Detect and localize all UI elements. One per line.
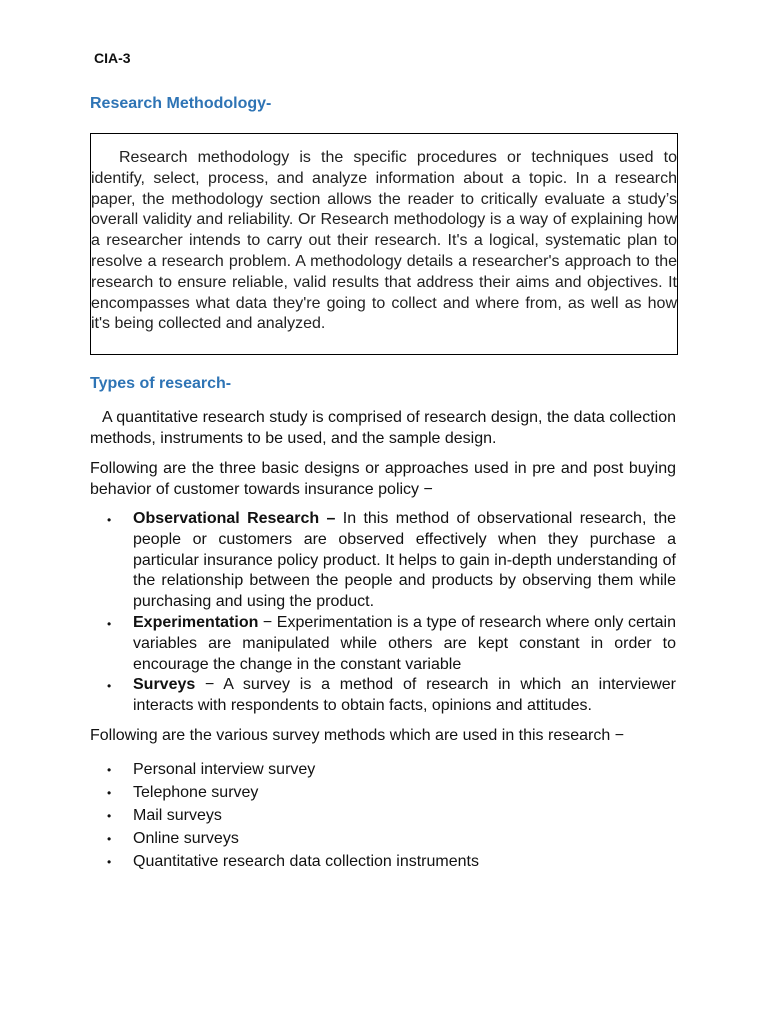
survey-methods-intro-paragraph: Following are the various survey methods which are used in this research − (90, 727, 625, 744)
list-item: • Quantitative research data collection instruments (133, 850, 676, 873)
heading-types-of-research: Types of research- (90, 375, 232, 392)
term-observational-research: Observational Research – (133, 510, 336, 527)
research-designs-list (90, 509, 676, 717)
term-surveys: Surveys (133, 676, 196, 694)
list-item: • Mail surveys (133, 804, 676, 827)
methodology-definition-box: Research methodology is the specific procedures or techniques used to identify, select, process, and analyze information about a topic. In a research paper, the methodology section allows the reader to critically evaluate a study’s overall validity and reliability. Or Research methodology is a way of explaining how a researcher intends to carry out their research. It's a logical, systematic plan to resolve a research problem. A methodology details a researcher's approach to the research to ensure reliable, valid results that address their aims and objectives. It encompasses what data they're going to collect and where from, as well as how it's being collected and analyzed. (90, 133, 678, 355)
survey-methods-list (90, 758, 676, 873)
designs-intro-paragraph: Following are the three basic designs or approaches used in pre and post buying behavior of customer towards insurance policy − (90, 460, 676, 498)
list-item-surveys (133, 675, 676, 717)
quantitative-study-paragraph: A quantitative research study is comprised of research design, the data collection methods, instruments to be used, and the sample design. (90, 409, 676, 447)
desc-observational-research: In this method of observational research, the people or customers are observed effectively when they purchase a particular insurance policy product. It helps to gain in-depth understanding of the relationship between the people and products by observing them while purchasing and using the product. (133, 510, 676, 611)
document-code: CIA-3 (94, 50, 131, 66)
list-item: • Personal interview survey (133, 758, 676, 781)
list-item-experimentation (133, 613, 676, 675)
desc-experimentation: − Experimentation is a type of research where only certain variables are manipulated while others are kept constant in order to encourage the change in the constant variable (133, 613, 676, 673)
list-item: • Telephone survey (133, 781, 676, 804)
desc-surveys: − A survey is a method of research in which an interviewer interacts with respondents to obtain facts, opinions and attitudes. (133, 676, 676, 715)
list-item-observational-research (133, 509, 676, 613)
term-experimentation: Experimentation (133, 613, 259, 631)
list-item: • Online surveys (133, 827, 676, 850)
heading-research-methodology: Research Methodology- (90, 95, 272, 112)
